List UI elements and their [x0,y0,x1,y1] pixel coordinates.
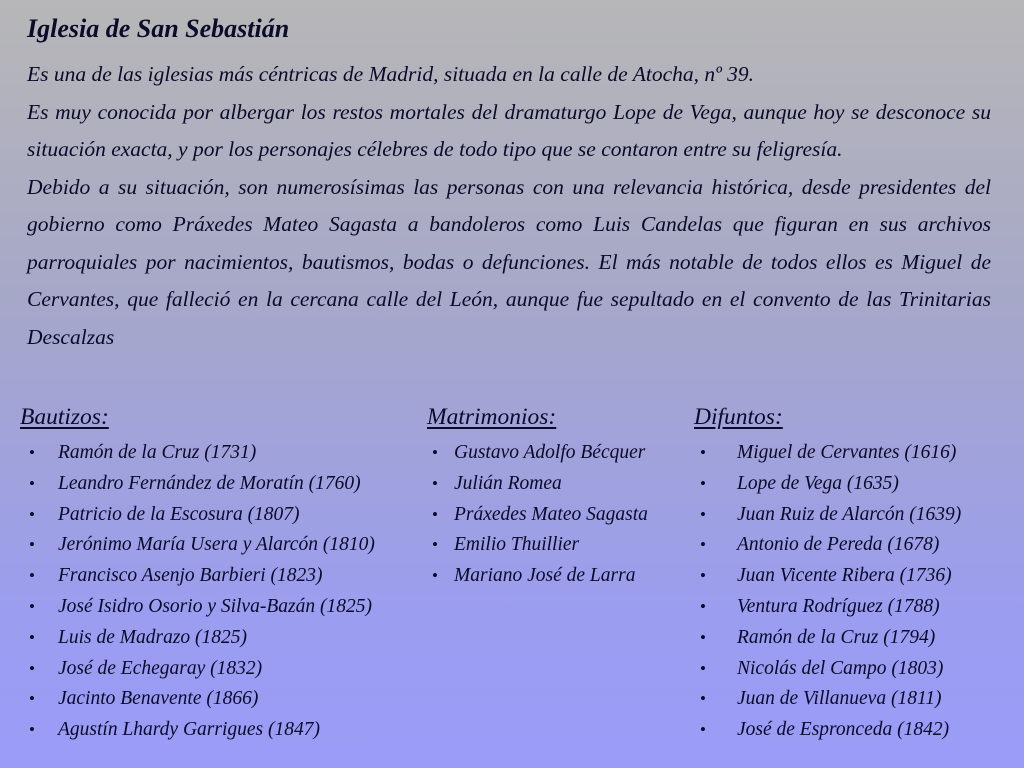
paragraph-location: Es una de las iglesias más céntricas de Madrid, situada en la calle de Atocha, nº 39. [27,62,755,86]
list-item-text: Leandro Fernández de Moratín (1760) [58,472,361,494]
list-item [20,469,375,500]
list-item [20,684,375,715]
list-item [20,561,375,592]
page-title: Iglesia de San Sebastián [27,14,290,43]
list-item [20,715,375,746]
bullet-icon: • [29,658,35,678]
list-item-text: Nicolás del Campo (1803) [737,657,944,679]
list-item-text: Jacinto Benavente (1866) [58,688,259,710]
bullet-icon: • [432,566,438,586]
list-item-text: José Isidro Osorio y Silva-Bazán (1825) [58,595,372,617]
bullet-icon: • [432,535,438,555]
list-item [20,500,375,531]
bullet-icon: • [700,443,706,462]
bullet-icon: • [700,504,706,524]
list-item [427,438,648,469]
list-item-text: Ramón de la Cruz (1731) [58,442,257,463]
bullet-icon: • [29,535,35,555]
matrimonios-list [427,438,648,592]
list-item [694,715,961,746]
bullet-icon: • [29,566,35,586]
list-item-text: Miguel de Cervantes (1616) [737,442,957,463]
list-item [20,530,375,561]
bullet-icon: • [432,473,438,493]
bautizos-list [20,438,375,746]
list-item [694,530,961,561]
bullet-icon: • [29,720,35,740]
list-item [694,654,961,685]
list-item [427,469,648,500]
difuntos-heading: Difuntos: [694,404,783,430]
list-item-text: Juan de Villanueva (1811) [737,688,942,710]
list-item [694,438,961,469]
list-item-text: Lope de Vega (1635) [737,472,899,494]
list-item-text: Francisco Asenjo Barbieri (1823) [58,565,323,587]
paragraph-historical-records: Debido a su situación, son numerosísimas las personas con una relevancia histórica, desde presidentes del gobierno como Práxedes Mateo Sagasta a bandoleros como Luis Candelas que figuran en sus archivos parroquiales por nacimientos, bautismos, bodas o defunciones. El más notable de todos ellos es Miguel de Cervantes, que falleció en la cercana calle del León, aunque fue sepultado en el convento de las Trinitarias Descalzas [27,174,991,349]
list-item [20,623,375,654]
list-item [694,623,961,654]
list-item-text: Emilio Thuillier [454,534,580,556]
list-item-text: José de Espronceda (1842) [737,719,950,741]
bullet-icon: • [432,504,438,524]
list-item-text: Jerónimo María Usera y Alarcón (1810) [58,534,375,556]
bullet-icon: • [700,473,706,493]
matrimonios-section [427,401,648,592]
paragraph-lope-de-vega: Es muy conocida por albergar los restos mortales del dramaturgo Lope de Vega, aunque hoy se desconoce su situación exacta, y por los personajes célebres de todo tipo que se contaron entre su feligresía. [27,99,991,161]
list-item [694,684,961,715]
list-item [694,500,961,531]
bullet-icon: • [700,566,706,586]
list-item [427,500,648,531]
list-item [20,438,375,469]
list-item-text: Juan Ruiz de Alarcón (1639) [737,503,962,525]
list-item [694,592,961,623]
bullet-icon: • [29,627,35,647]
list-item-text: Práxedes Mateo Sagasta [454,503,648,525]
list-item [694,561,961,592]
bullet-icon: • [700,689,706,709]
list-item-text: Gustavo Adolfo Bécquer [454,442,646,463]
list-item-text: Luis de Madrazo (1825) [58,626,248,648]
list-item-text: Ventura Rodríguez (1788) [737,595,940,617]
bautizos-section [20,401,375,746]
list-item [694,469,961,500]
bullet-icon: • [29,504,35,524]
list-item-text: José de Echegaray (1832) [58,657,263,679]
list-item [427,530,648,561]
bullet-icon: • [29,689,35,709]
list-item-text: Juan Vicente Ribera (1736) [737,565,952,587]
bullet-icon: • [29,443,35,462]
list-item [427,561,648,592]
list-item-text: Julián Romea [454,472,562,494]
bullet-icon: • [700,658,706,678]
bullet-icon: • [29,473,35,493]
matrimonios-heading: Matrimonios: [427,404,557,430]
bullet-icon: • [700,720,706,740]
list-item-text: Patricio de la Escosura (1807) [58,503,300,525]
bullet-icon: • [700,535,706,555]
bullet-icon: • [700,627,706,647]
bullet-icon: • [29,596,35,616]
difuntos-list [694,438,961,746]
list-item-text: Agustín Lhardy Garrigues (1847) [58,719,320,741]
list-item [20,654,375,685]
difuntos-section [694,401,961,746]
intro-text [27,56,991,356]
list-item-text: Antonio de Pereda (1678) [737,534,940,556]
bautizos-heading: Bautizos: [20,404,109,430]
list-item-text: Mariano José de Larra [454,565,636,587]
bullet-icon: • [700,596,706,616]
list-item [20,592,375,623]
list-item-text: Ramón de la Cruz (1794) [737,626,936,648]
bullet-icon: • [432,443,438,462]
